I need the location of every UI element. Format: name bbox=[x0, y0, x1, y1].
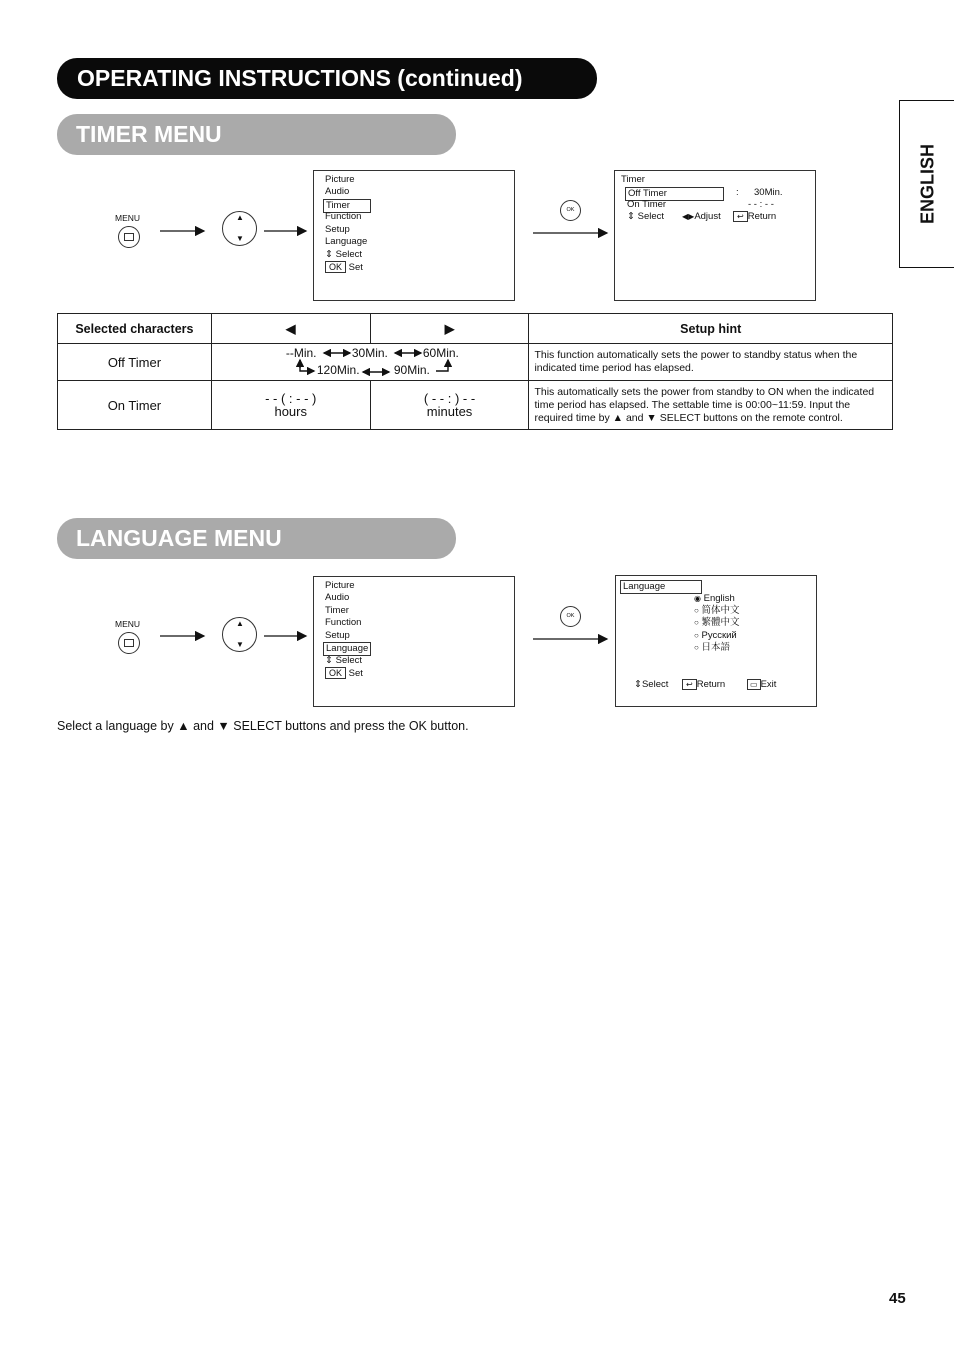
timer-menu-title: TIMER MENU bbox=[57, 114, 456, 155]
ok-key-icon: OK bbox=[325, 667, 346, 679]
return-hint: Return bbox=[747, 211, 777, 222]
adjust-hint: Adjust bbox=[694, 211, 721, 222]
on-timer-hours-cell bbox=[211, 381, 370, 430]
set-hint: Set bbox=[348, 668, 363, 679]
ok-button-icon: OK bbox=[560, 200, 581, 221]
updown-icon: ⇕ bbox=[634, 679, 642, 690]
leftright-icon: ◀▶ bbox=[682, 212, 695, 221]
row-name-on-timer: On Timer bbox=[58, 381, 212, 430]
exit-hint: Exit bbox=[760, 679, 777, 690]
set-hint: Set bbox=[348, 262, 363, 273]
menu-item-setup: Setup bbox=[325, 630, 350, 641]
menu-button-icon bbox=[118, 632, 140, 654]
language-option-russian: Русский bbox=[701, 630, 737, 641]
menu-item-audio: Audio bbox=[325, 186, 350, 197]
menu-item-picture: Picture bbox=[325, 174, 355, 185]
menu-item-audio: Audio bbox=[325, 592, 350, 603]
cycle-item: 30Min. bbox=[351, 346, 388, 360]
cycle-item: 60Min. bbox=[422, 346, 459, 360]
on-timer-hours-value: - - ( : - - ) bbox=[265, 391, 317, 406]
language-screen bbox=[615, 575, 817, 707]
timer-screen bbox=[614, 170, 816, 301]
menu-item-picture: Picture bbox=[325, 580, 355, 591]
menu-button-label: MENU bbox=[115, 213, 141, 223]
updown-icon: ⇕ bbox=[325, 655, 333, 666]
cycle-item: 90Min. bbox=[393, 363, 430, 377]
language-side-tab bbox=[899, 100, 954, 268]
menu-button-icon bbox=[118, 226, 140, 248]
col-header-setup-hint: Setup hint bbox=[529, 314, 893, 344]
exit-key-icon: ▭ bbox=[747, 679, 761, 690]
radio-selected-icon: ◉ bbox=[694, 594, 701, 603]
menu-item-timer-highlighted: Timer bbox=[323, 199, 371, 213]
on-timer-hours-unit: hours bbox=[274, 404, 307, 419]
on-timer-value: - - : - - bbox=[748, 199, 774, 210]
off-timer-row-highlighted: Off Timer bbox=[625, 187, 724, 201]
off-timer-value: 30Min. bbox=[754, 187, 783, 198]
table-row bbox=[58, 381, 893, 430]
return-hint: Return bbox=[696, 679, 726, 690]
return-key-icon: ↩ bbox=[682, 679, 697, 690]
on-timer-row: On Timer bbox=[627, 199, 667, 210]
page-header: OPERATING INSTRUCTIONS (continued) bbox=[57, 58, 597, 99]
language-option-english: English bbox=[703, 593, 735, 604]
radio-icon: ○ bbox=[694, 643, 699, 652]
flow-arrow-ok-timer bbox=[531, 224, 611, 244]
language-instruction-note: Select a language by ▲ and ▼ SELECT buttons and press the OK button. bbox=[57, 719, 469, 733]
updown-icon: ⇕ bbox=[627, 211, 635, 222]
cycle-item: --Min. bbox=[285, 346, 317, 360]
menu-item-language: Language bbox=[325, 236, 368, 247]
ok-button-icon: OK bbox=[560, 606, 581, 627]
language-option-traditional-chinese: 繁體中文 bbox=[701, 617, 740, 628]
on-timer-hint: This automatically sets the power from standby to ON when the indicated time period has elapsed. The settable time is 00:00~11:59. Input the required time by ▲ and ▼ SELECT buttons on the remote control. bbox=[529, 381, 893, 430]
table-row bbox=[58, 344, 893, 381]
radio-icon: ○ bbox=[694, 606, 699, 615]
page-number: 45 bbox=[889, 1290, 906, 1307]
off-timer-hint: This function automatically sets the power to standby status when the indicated time period has elapsed. bbox=[529, 344, 893, 381]
select-dpad-icon: ▲ ▼ bbox=[222, 617, 257, 652]
on-timer-minutes-value: ( - - : ) - - bbox=[423, 391, 476, 406]
table-header-row bbox=[58, 314, 893, 344]
off-timer-cycle bbox=[211, 344, 529, 381]
menu-item-timer: Timer bbox=[325, 605, 349, 616]
off-timer-separator: : bbox=[736, 187, 739, 198]
updown-icon: ⇕ bbox=[325, 249, 333, 260]
timer-settings-table bbox=[57, 313, 893, 430]
language-option-simplified-chinese: 简体中文 bbox=[701, 605, 740, 616]
radio-icon: ○ bbox=[694, 631, 699, 640]
select-hint: Select bbox=[335, 249, 363, 260]
col-header-right: ▶ bbox=[370, 314, 529, 344]
select-dpad-icon: ▲ ▼ bbox=[222, 211, 257, 246]
row-name-off-timer: Off Timer bbox=[58, 344, 212, 381]
menu-button-label: MENU bbox=[115, 619, 141, 629]
main-menu-screen-timer bbox=[313, 170, 515, 301]
side-tab-label: ENGLISH bbox=[917, 143, 937, 225]
language-menu-title: LANGUAGE MENU bbox=[57, 518, 456, 559]
language-screen-title: Language bbox=[620, 580, 702, 594]
menu-item-function: Function bbox=[325, 211, 362, 222]
cycle-arrows-icon bbox=[212, 344, 530, 381]
menu-item-language-highlighted: Language bbox=[323, 642, 371, 656]
select-hint: Select bbox=[641, 679, 669, 690]
menu-item-setup: Setup bbox=[325, 224, 350, 235]
col-header-left: ◀ bbox=[211, 314, 370, 344]
col-header-selected-characters: Selected characters bbox=[58, 314, 212, 344]
select-hint: Select bbox=[637, 211, 665, 222]
on-timer-minutes-unit: minutes bbox=[426, 404, 473, 419]
language-option-japanese: 日本語 bbox=[701, 642, 730, 653]
main-menu-screen-language bbox=[313, 576, 515, 707]
menu-item-function: Function bbox=[325, 617, 362, 628]
return-key-icon: ↩ bbox=[733, 211, 748, 222]
timer-screen-title: Timer bbox=[621, 174, 645, 185]
flow-arrow-ok-language bbox=[531, 630, 611, 650]
on-timer-minutes-cell bbox=[370, 381, 529, 430]
select-hint: Select bbox=[335, 655, 363, 666]
radio-icon: ○ bbox=[694, 618, 699, 627]
ok-key-icon: OK bbox=[325, 261, 346, 273]
cycle-item: 120Min. bbox=[316, 363, 360, 377]
